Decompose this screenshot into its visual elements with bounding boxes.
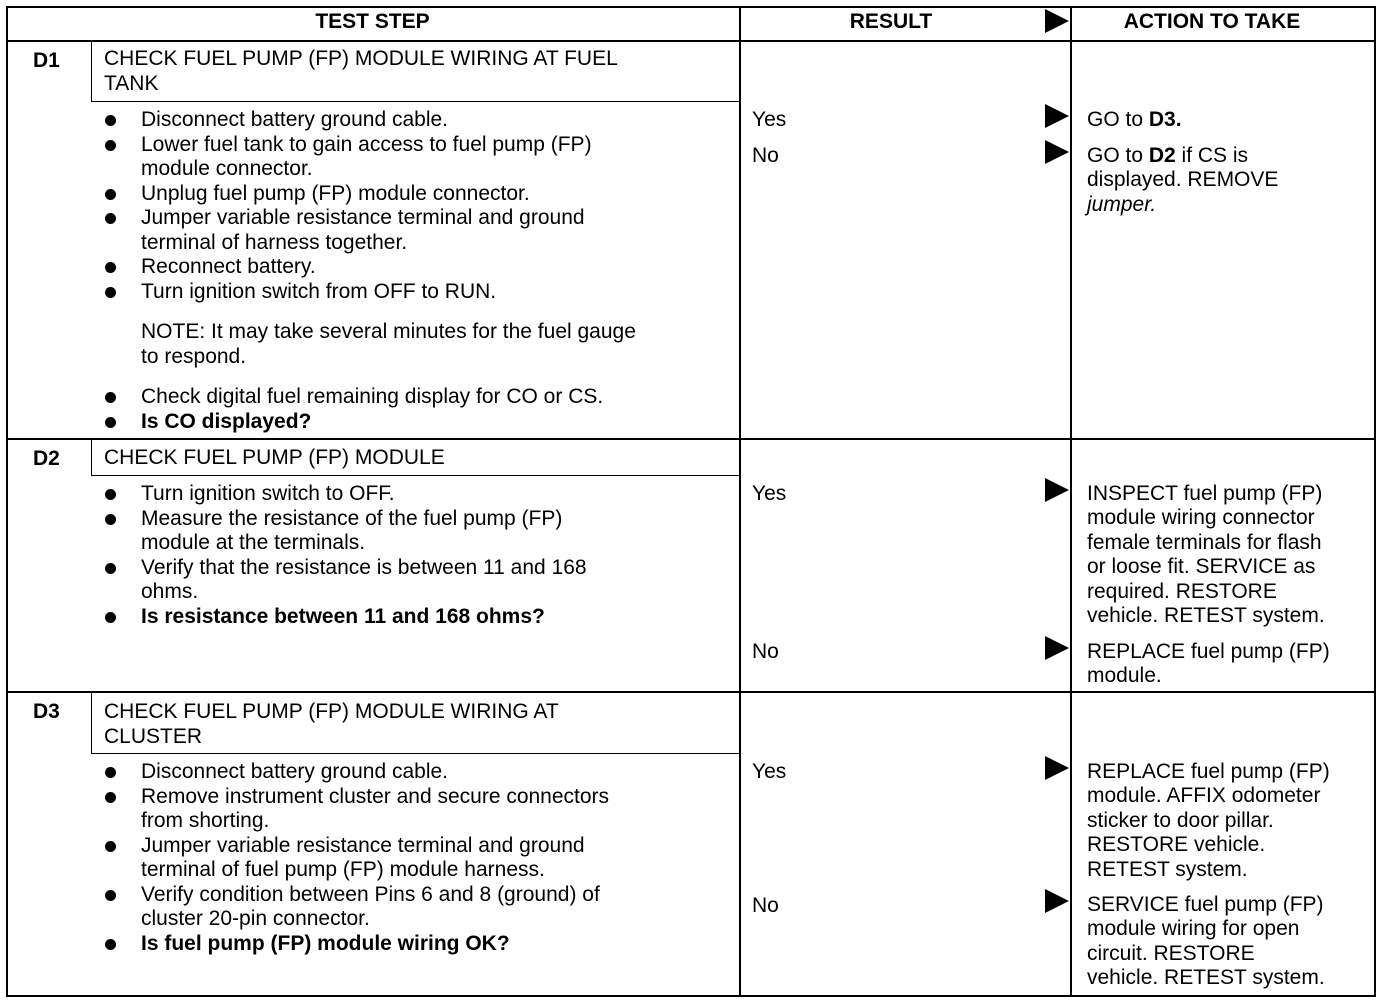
header-divider — [6, 40, 1376, 42]
action-text: jumper. — [1087, 193, 1157, 216]
step-divider — [6, 438, 1376, 440]
action-text: RESTORE vehicle. — [1087, 833, 1266, 856]
result-label: Yes — [752, 760, 787, 783]
header-result: RESULT — [849, 10, 933, 33]
result-label: Yes — [752, 482, 787, 505]
step-id: D2 — [33, 447, 60, 470]
result-label: No — [752, 894, 779, 917]
arrow-right-icon — [1045, 756, 1069, 780]
list-item: Check digital fuel remaining display for CO or CS. — [101, 385, 636, 410]
action-text: module wiring connector — [1087, 506, 1315, 529]
list-item: Jumper variable resistance terminal and ground terminal of fuel pump (FP) module harness. — [101, 834, 609, 883]
action-text: GO to D3. — [1087, 108, 1182, 131]
header-action: ACTION TO TAKE — [1123, 10, 1301, 33]
action-text: REPLACE fuel pump (FP) — [1087, 760, 1330, 783]
question: Is fuel pump (FP) module wiring OK? — [101, 932, 609, 957]
arrow-right-icon — [1045, 104, 1069, 128]
step-title-line: CHECK FUEL PUMP (FP) MODULE WIRING AT — [104, 700, 559, 723]
list-item: Remove instrument cluster and secure connectors from shorting. — [101, 785, 609, 834]
action-text: vehicle. RETEST system. — [1087, 966, 1325, 989]
result-label: No — [752, 640, 779, 663]
title-underline — [91, 753, 739, 754]
arrow-right-icon — [1045, 636, 1069, 660]
list-item: Turn ignition switch to OFF. — [101, 482, 587, 507]
list-item: Jumper variable resistance terminal and ground terminal of harness together. — [101, 206, 636, 255]
header-test-step: TEST STEP — [315, 10, 430, 33]
column-divider — [739, 6, 741, 997]
action-text: or loose fit. SERVICE as — [1087, 555, 1316, 578]
action-text: REPLACE fuel pump (FP) — [1087, 640, 1330, 663]
step-title-line: CLUSTER — [104, 725, 203, 748]
action-text: displayed. REMOVE — [1087, 168, 1279, 191]
title-underline — [91, 475, 739, 476]
result-label: Yes — [752, 108, 787, 131]
step-instructions — [101, 108, 636, 434]
result-label: No — [752, 144, 779, 167]
list-item: Lower fuel tank to gain access to fuel pump (FP) module connector. — [101, 133, 636, 182]
action-text: vehicle. RETEST system. — [1087, 604, 1325, 627]
arrow-right-icon — [1045, 889, 1069, 913]
list-item: Verify condition between Pins 6 and 8 (ground) of cluster 20-pin connector. — [101, 883, 609, 932]
id-divider — [91, 40, 92, 102]
action-text: module wiring for open — [1087, 917, 1300, 940]
step-divider — [6, 691, 1376, 693]
title-underline — [91, 101, 739, 102]
action-text: module. — [1087, 664, 1162, 687]
column-divider — [1070, 6, 1072, 997]
action-text: INSPECT fuel pump (FP) — [1087, 482, 1323, 505]
id-divider — [91, 691, 92, 754]
list-item: Verify that the resistance is between 11 and 168 ohms. — [101, 556, 587, 605]
list-item: Disconnect battery ground cable. — [101, 108, 636, 133]
action-text: GO to D2 if CS is — [1087, 144, 1249, 167]
action-text: SERVICE fuel pump (FP) — [1087, 893, 1324, 916]
arrow-right-icon — [1045, 140, 1069, 164]
step-id: D1 — [33, 49, 60, 72]
arrow-right-icon — [1045, 478, 1069, 502]
action-text: module. AFFIX odometer — [1087, 784, 1321, 807]
step-title-line: TANK — [104, 72, 159, 95]
action-text: circuit. RESTORE — [1087, 942, 1255, 965]
list-item: Reconnect battery. — [101, 255, 636, 280]
step-instructions — [101, 760, 609, 956]
id-divider — [91, 438, 92, 476]
list-item: Disconnect battery ground cable. — [101, 760, 609, 785]
question: Is resistance between 11 and 168 ohms? — [101, 605, 587, 630]
step-title-line: CHECK FUEL PUMP (FP) MODULE — [104, 446, 445, 469]
note: NOTE: It may take several minutes for the fuel gauge to respond. — [141, 320, 636, 368]
list-item: Unplug fuel pump (FP) module connector. — [101, 182, 636, 207]
question: Is CO displayed? — [101, 410, 636, 435]
action-text: sticker to door pillar. — [1087, 809, 1274, 832]
step-title-line: CHECK FUEL PUMP (FP) MODULE WIRING AT FUEL — [104, 47, 618, 70]
arrow-right-icon — [1045, 9, 1069, 33]
action-text: female terminals for flash — [1087, 531, 1322, 554]
step-id: D3 — [33, 700, 60, 723]
list-item: Turn ignition switch from OFF to RUN. — [101, 280, 636, 305]
action-text: required. RESTORE — [1087, 580, 1277, 603]
action-text: RETEST system. — [1087, 858, 1248, 881]
list-item: Measure the resistance of the fuel pump (FP) module at the terminals. — [101, 507, 587, 556]
step-instructions — [101, 482, 587, 629]
